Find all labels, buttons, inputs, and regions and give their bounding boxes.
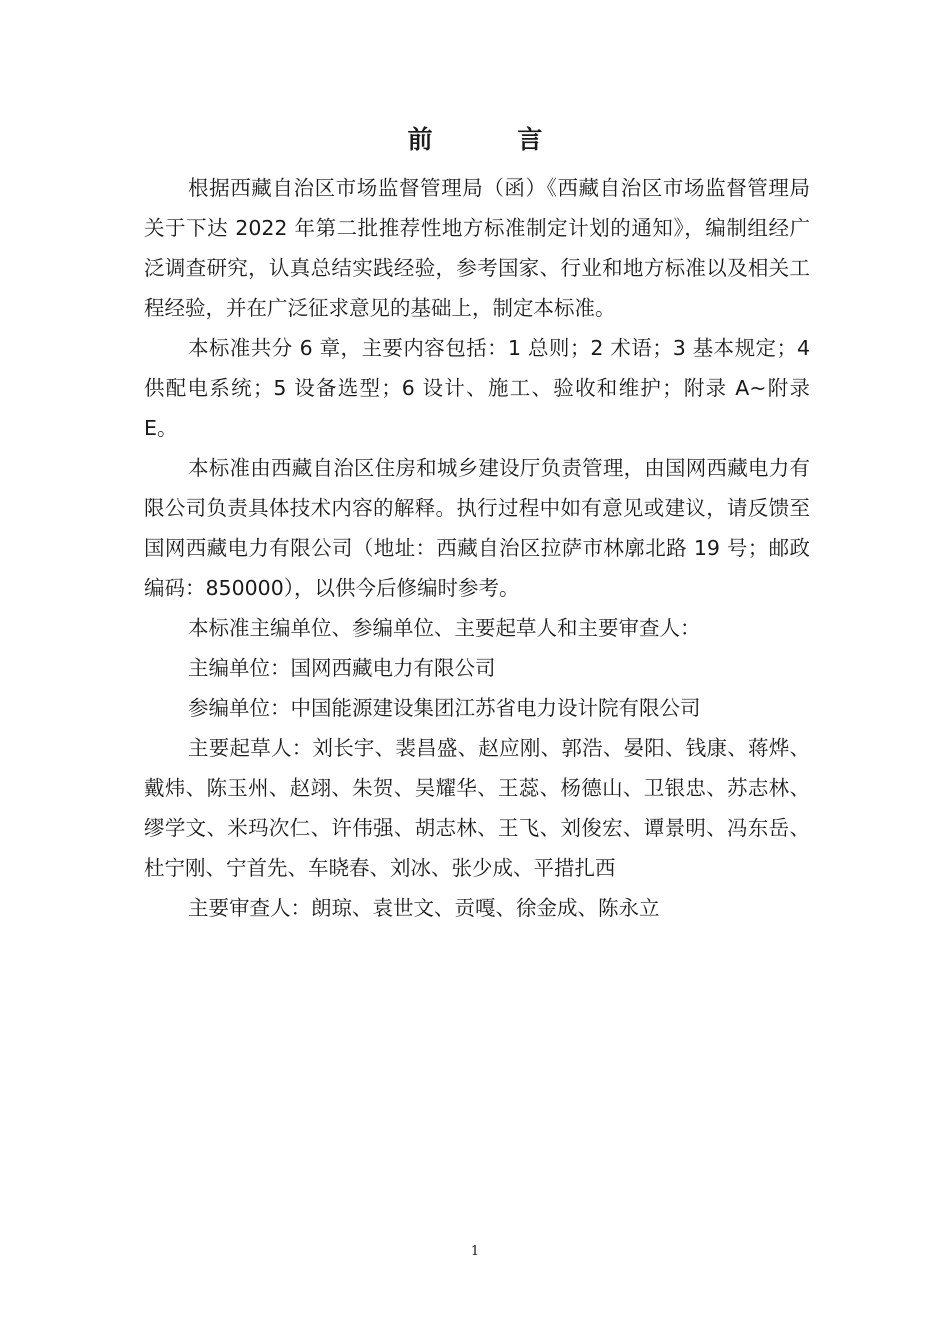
main-drafters: 主要起草人：刘长宇、裴昌盛、赵应刚、郭浩、晏阳、钱康、蒋烨、戴炜、陈玉州、赵翊、朱贺、吴耀华、王蕊、杨德山、卫银忠、苏志林、缪学文、米玛次仁、许伟强、胡志林、王飞、刘俊宏、谭景明、冯东岳、杜宁刚、宁首先、车晓春、刘冰、张少成、平措扎西 xyxy=(144,736,810,880)
participating-unit: 参编单位：中国能源建设集团江苏省电力设计院有限公司 xyxy=(188,696,701,720)
contributors-intro: 本标准主编单位、参编单位、主要起草人和主要审查人： xyxy=(188,616,701,640)
intro-paragraph: 根据西藏自治区市场监督管理局（函）《西藏自治区市场监督管理局关于下达 2022 年第二批推荐性地方标准制定计划的通知》，编制组经广泛调查研究，认真总结实践经验，参考国家、行业和地方标准以及相关工程经验，并在广泛征求意见的基础上，制定本标准。 xyxy=(144,176,810,320)
management-paragraph: 本标准由西藏自治区住房和城乡建设厅负责管理，由国网西藏电力有限公司负责具体技术内容的解释。执行过程中如有意见或建议，请反馈至国网西藏电力有限公司（地址：西藏自治区拉萨市林廓北路 19 号；邮政编码：850000），以供今后修编时参考。 xyxy=(144,456,810,600)
chief-editor-unit: 主编单位：国网西藏电力有限公司 xyxy=(188,656,496,680)
page-number: 1 xyxy=(470,1244,480,1259)
page-title: 前 言 xyxy=(407,125,581,154)
main-reviewers: 主要审查人：朗琼、袁世文、贡嘎、徐金成、陈永立 xyxy=(188,896,660,920)
chapters-paragraph: 本标准共分 6 章，主要内容包括：1 总则；2 术语；3 基本规定；4 供配电系统；5 设备选型；6 设计、施工、验收和维护；附录 A~附录 E。 xyxy=(144,336,810,440)
document-body xyxy=(144,168,810,928)
